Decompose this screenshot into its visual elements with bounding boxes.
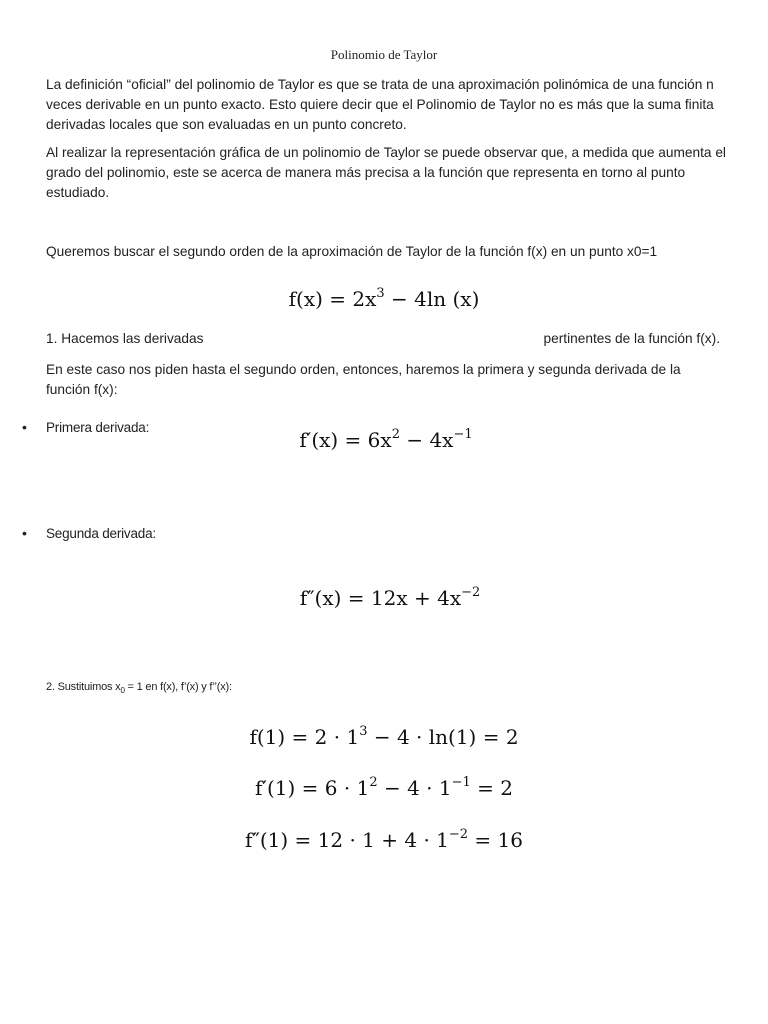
paragraph-graphic: Al realizar la representación gráfica de un polinomio de Taylor se puede observar que, a medida que aumenta el grado del polinomio, este se acerca de manera más precisa a la función que representa en torno al punto estudiado. <box>46 145 726 200</box>
paragraph-problem: Queremos buscar el segundo orden de la aproximación de Taylor de la función f(x) en un punto x0=1 <box>46 244 658 259</box>
bullet-dot-1: • <box>22 419 27 435</box>
bullet-dot-2: • <box>22 525 27 541</box>
equation-second-derivative: $f''(x) = 12x + 4x^{-2}$ <box>299 585 481 610</box>
paragraph-definition: La definición “oficial” del polinomio de Taylor es que se trata de una aproximación polinómica de una función n veces derivable en un punto exacto. Esto quiere decir que el Polinomio de Taylor no es más que la suma finita derivadas locales que son evaluadas en un punto concreto. <box>46 77 714 132</box>
equation-function: $f(x) = 2x^3 - 4\ln$ (x) <box>288 286 480 311</box>
equation-first-derivative: $f'(x) = 6x^2 - 4x^{-1}$ <box>299 427 473 452</box>
step1-text-left: 1. Hacemos las derivadas <box>46 331 204 346</box>
equation-eval-f: $f(1) = 2 \cdot 1^3 - 4 \cdot \ln(1) = 2$ <box>249 724 519 749</box>
bullet1-label: Primera derivada: <box>46 420 150 435</box>
bullet2-label: Segunda derivada: <box>46 526 156 541</box>
equation-eval-f1: $f'(1) = 6 \cdot 1^2 - 4 \cdot 1^{-1} = 2$ <box>255 775 513 800</box>
equation-eval-f2: $f''(1) = 12 \cdot 1 + 4 \cdot 1^{-2} = 16$ <box>244 827 523 852</box>
document-title: Polinomio de Taylor <box>330 47 438 62</box>
step2-text: 2. Sustituimos $x_0 = 1$ en f(x), f’(x) y f’’(x): <box>46 681 232 696</box>
paragraph-explanation: En este caso nos piden hasta el segundo orden, entonces, haremos la primera y segunda derivada de la función f(x): <box>46 362 681 397</box>
step1-text-right: pertinentes de la función f(x). <box>543 331 720 346</box>
